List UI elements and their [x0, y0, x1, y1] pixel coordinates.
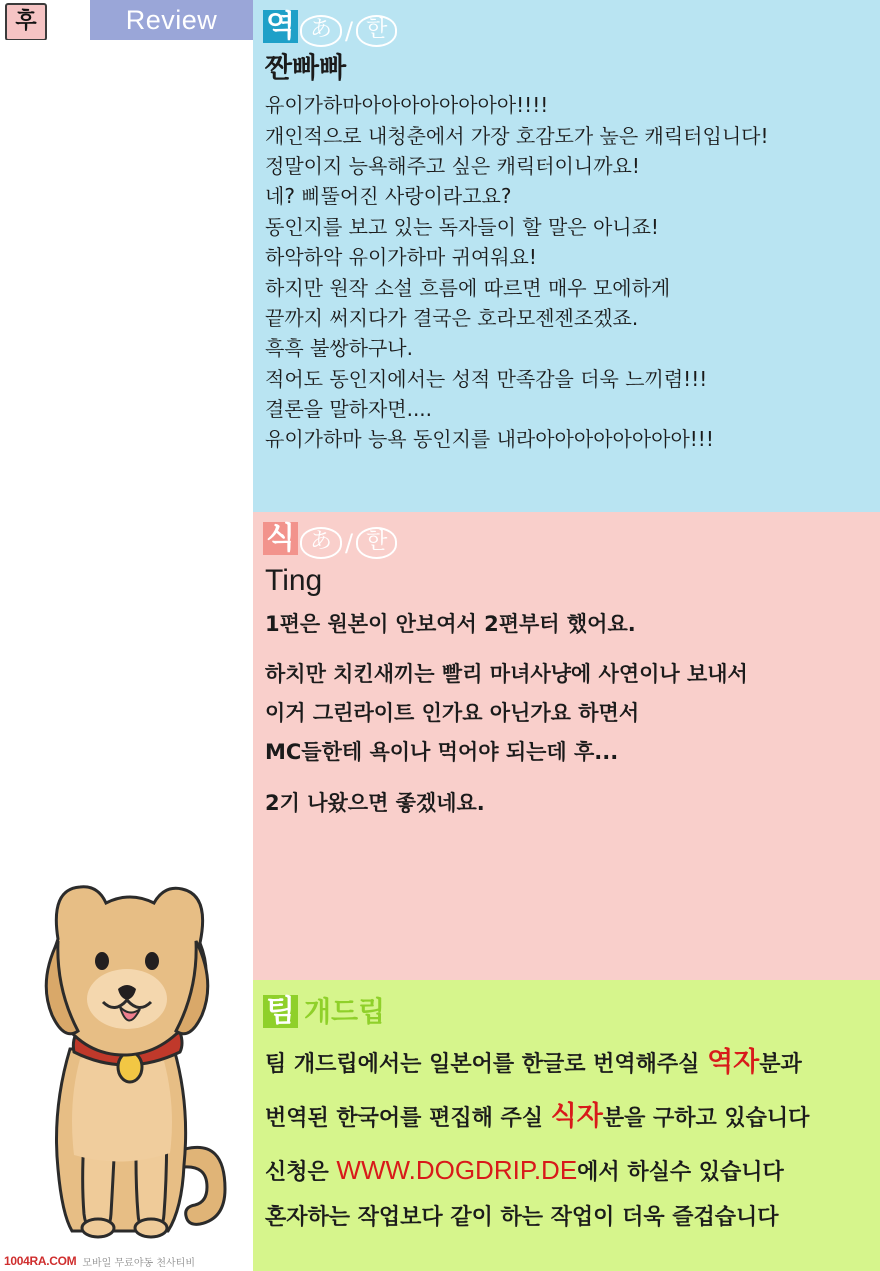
text-line: 적어도 동인지에서는 성적 만족감을 더욱 느끼렴!!! — [265, 366, 708, 391]
translator-language-bubbles — [300, 15, 397, 47]
website-url[interactable]: WWW.DOGDRIP.DE — [336, 1155, 578, 1185]
japanese-bubble-icon: あ — [300, 527, 342, 559]
team-heading — [263, 990, 880, 1030]
translator-body — [265, 90, 880, 455]
watermark-main: 1004RA.COM — [4, 1254, 77, 1268]
japanese-bubble-icon: あ — [300, 15, 342, 47]
typesetter-panel — [253, 512, 880, 980]
translator-heading — [263, 10, 880, 50]
text-fragment: 팀 개드립에서는 일본어를 한글로 번역해주실 — [265, 1052, 708, 1077]
text-fragment: 분과 — [759, 1052, 802, 1077]
highlighted-role: 식자 — [550, 1101, 603, 1132]
text-fragment: 에서 하실수 있습니다 — [577, 1160, 784, 1185]
team-text-line — [265, 1144, 880, 1196]
header-title-block — [90, 0, 253, 40]
text-line: 하악하악 유이가하마 귀여워요! — [265, 245, 537, 270]
team-tag: 팀 — [263, 995, 298, 1028]
translator-tag: 역 — [263, 10, 298, 43]
text-line: 1편은 원본이 안보여서 2편부터 했어요. — [265, 611, 636, 636]
typesetter-heading — [263, 522, 880, 562]
bubble-separator: / — [345, 529, 354, 558]
translator-panel — [253, 0, 880, 512]
translator-credit: 짠빠빠 — [265, 51, 347, 84]
text-fragment: 번역된 한국어를 편집해 주실 — [265, 1106, 551, 1131]
illustration-column — [0, 40, 253, 1271]
watermark-sub: 모바일 무료야동 천사티비 — [82, 1257, 195, 1269]
text-line: 끝까지 써지다가 결국은 호라모젠젠조겠죠. — [265, 305, 639, 330]
team-panel — [253, 980, 880, 1271]
team-text-line — [265, 1196, 880, 1240]
team-body — [265, 1036, 880, 1240]
team-name-label: 개드립 — [303, 995, 386, 1028]
text-line: 하지만 원작 소설 흐름에 따르면 매우 모에하게 — [265, 275, 671, 300]
text-line — [265, 772, 880, 784]
typesetter-tag: 식 — [263, 522, 298, 555]
text-line: 결론을 말하자면.... — [265, 397, 433, 422]
content-column — [253, 0, 880, 1271]
text-line: 유이가하마아아아아아아아아!!!! — [265, 93, 549, 118]
text-line: 정말이지 능욕해주고 싶은 캐릭터이니까요! — [265, 153, 640, 178]
korean-bubble-icon: 한 — [356, 527, 397, 559]
dog-illustration — [10, 849, 245, 1249]
text-line: 흑흑 불쌍하구나. — [265, 336, 413, 361]
text-fragment: 분을 구하고 있습니다 — [602, 1106, 810, 1131]
text-line: 개인적으로 내청춘에서 가장 호감도가 높은 캐릭터입니다! — [265, 123, 769, 148]
typesetter-language-bubbles — [300, 527, 397, 559]
header-badge: 후 — [5, 3, 47, 41]
watermark — [0, 1251, 253, 1271]
team-text-line — [265, 1036, 880, 1090]
text-line: 2기 나왔으면 좋겠네요. — [265, 790, 485, 815]
text-line: 유이가하마 능욕 동인지를 내라아아아아아아아아!!! — [265, 427, 714, 452]
bubble-separator: / — [345, 17, 354, 46]
text-fragment: 신청은 — [265, 1160, 337, 1185]
text-line: MC들한테 욕이나 먹어야 되는데 후... — [265, 740, 619, 765]
text-line: 이거 그린라이트 인가요 아닌가요 하면서 — [265, 701, 640, 726]
text-line: 하치만 치킨새끼는 빨리 마녀사냥에 사연이나 보내서 — [265, 662, 748, 687]
typesetter-credit: Ting — [265, 564, 323, 597]
text-line: 동인지를 보고 있는 독자들이 할 말은 아니죠! — [265, 214, 659, 239]
text-line — [265, 643, 880, 655]
page-title: Review — [125, 4, 218, 35]
korean-bubble-icon: 한 — [356, 15, 397, 47]
highlighted-role: 역자 — [707, 1047, 760, 1078]
text-fragment: 혼자하는 작업보다 같이 하는 작업이 더욱 즐겁습니다 — [265, 1205, 779, 1230]
typesetter-body — [265, 605, 880, 823]
team-text-line — [265, 1090, 880, 1144]
text-line: 네? 삐뚤어진 사랑이라고요? — [265, 184, 512, 209]
